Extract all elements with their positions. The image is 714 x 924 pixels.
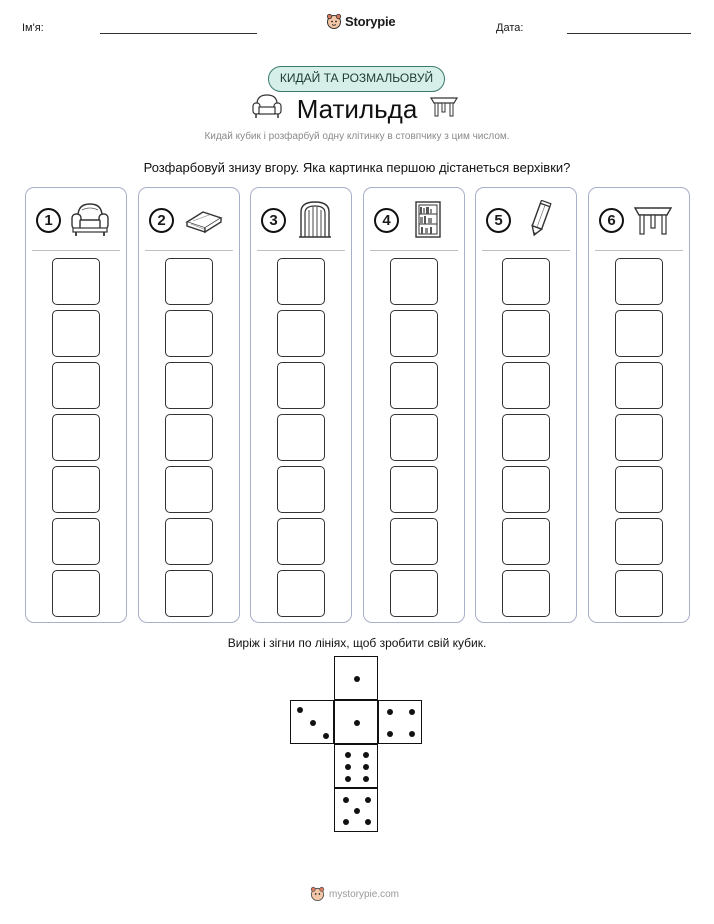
color-cell[interactable] (502, 518, 550, 565)
column-1 (25, 187, 127, 623)
color-cell[interactable] (502, 570, 550, 617)
column-number: 1 (36, 208, 61, 233)
column-6 (588, 187, 690, 623)
die-pip (365, 819, 371, 825)
column-number: 5 (486, 208, 511, 233)
date-line (567, 33, 691, 34)
color-cell[interactable] (502, 414, 550, 461)
color-cell[interactable] (390, 414, 438, 461)
door-icon (295, 200, 335, 238)
color-cell[interactable] (502, 466, 550, 513)
color-cell[interactable] (390, 258, 438, 305)
color-cell[interactable] (390, 518, 438, 565)
column-divider (595, 250, 683, 251)
stool-icon (428, 92, 460, 120)
color-cell[interactable] (277, 466, 325, 513)
column-header (476, 188, 576, 250)
die-pip (297, 707, 303, 713)
color-cell[interactable] (165, 570, 213, 617)
color-cell[interactable] (165, 258, 213, 305)
die-face-1 (334, 700, 378, 744)
column-header (26, 188, 126, 250)
column-number: 3 (261, 208, 286, 233)
date-label: Дата: (496, 22, 524, 34)
die-pip (365, 797, 371, 803)
color-cell[interactable] (615, 570, 663, 617)
name-line (100, 33, 257, 34)
column-5 (475, 187, 577, 623)
worksheet-header (0, 0, 714, 50)
armchair-icon (70, 200, 110, 238)
column-4 (363, 187, 465, 623)
storypie-mascot-icon (326, 13, 342, 30)
color-cell[interactable] (502, 258, 550, 305)
die-pip (354, 676, 360, 682)
die-pip (363, 752, 369, 758)
column-divider (145, 250, 233, 251)
column-header (589, 188, 689, 250)
die-face-1 (334, 656, 378, 700)
die-pip (345, 752, 351, 758)
color-cell[interactable] (52, 258, 100, 305)
column-header (364, 188, 464, 250)
die-pip (409, 709, 415, 715)
column-2 (138, 187, 240, 623)
color-cell[interactable] (165, 414, 213, 461)
die-pip (343, 819, 349, 825)
die-pip (354, 720, 360, 726)
page-title: Матильда (296, 94, 418, 124)
color-cell[interactable] (277, 258, 325, 305)
color-cell[interactable] (52, 310, 100, 357)
brand-name: Storypie (345, 14, 396, 29)
activity-badge: КИДАЙ ТА РОЗМАЛЬОВУЙ (268, 66, 445, 92)
color-cell[interactable] (52, 362, 100, 409)
name-label: Ім'я: (22, 22, 44, 34)
die-pip (354, 808, 360, 814)
die-pip (387, 731, 393, 737)
brand-logo (326, 13, 395, 30)
column-divider (482, 250, 570, 251)
color-cell[interactable] (615, 258, 663, 305)
bookshelf-icon (408, 200, 448, 238)
color-cell[interactable] (277, 310, 325, 357)
die-face-6 (334, 744, 378, 788)
column-header (251, 188, 351, 250)
color-cell[interactable] (277, 414, 325, 461)
footer (310, 886, 399, 902)
pencil-icon (520, 200, 560, 238)
color-cell[interactable] (277, 518, 325, 565)
color-cell[interactable] (615, 310, 663, 357)
color-cell[interactable] (52, 466, 100, 513)
color-cell[interactable] (502, 362, 550, 409)
die-face-4 (378, 700, 422, 744)
column-number: 4 (374, 208, 399, 233)
color-cell[interactable] (390, 310, 438, 357)
book-icon (183, 200, 223, 238)
color-cell[interactable] (52, 570, 100, 617)
color-cell[interactable] (390, 570, 438, 617)
stool-icon (633, 200, 673, 238)
die-pip (345, 764, 351, 770)
die-pip (323, 733, 329, 739)
color-cell[interactable] (165, 362, 213, 409)
column-divider (32, 250, 120, 251)
column-3 (250, 187, 352, 623)
column-divider (257, 250, 345, 251)
die-pip (363, 764, 369, 770)
die-face-2 (290, 700, 334, 744)
color-cell[interactable] (502, 310, 550, 357)
color-cell[interactable] (615, 466, 663, 513)
die-pip (345, 776, 351, 782)
column-header (139, 188, 239, 250)
instruction: Розфарбовуй знизу вгору. Яка картинка першою дістанеться верхівки? (143, 160, 571, 175)
cut-instruction: Виріж і зігни по лініях, щоб зробити свій кубик. (227, 636, 487, 650)
column-divider (370, 250, 458, 251)
color-cell[interactable] (390, 362, 438, 409)
storypie-mascot-icon (310, 886, 325, 902)
footer-url: mystorypie.com (329, 888, 400, 900)
color-cell[interactable] (165, 466, 213, 513)
die-face-5 (334, 788, 378, 832)
color-cell[interactable] (615, 362, 663, 409)
die-pip (387, 709, 393, 715)
color-cell[interactable] (615, 518, 663, 565)
color-cell[interactable] (277, 362, 325, 409)
color-cell[interactable] (277, 570, 325, 617)
color-cell[interactable] (615, 414, 663, 461)
die-pip (409, 731, 415, 737)
die-pip (343, 797, 349, 803)
column-number: 2 (149, 208, 174, 233)
color-cell[interactable] (165, 310, 213, 357)
color-cell[interactable] (390, 466, 438, 513)
subtitle: Кидай кубик і розфарбуй одну клітинку в стовпчику з цим числом. (204, 131, 510, 142)
color-cell[interactable] (52, 518, 100, 565)
color-cell[interactable] (165, 518, 213, 565)
color-cell[interactable] (52, 414, 100, 461)
die-pip (310, 720, 316, 726)
die-pip (363, 776, 369, 782)
column-number: 6 (599, 208, 624, 233)
